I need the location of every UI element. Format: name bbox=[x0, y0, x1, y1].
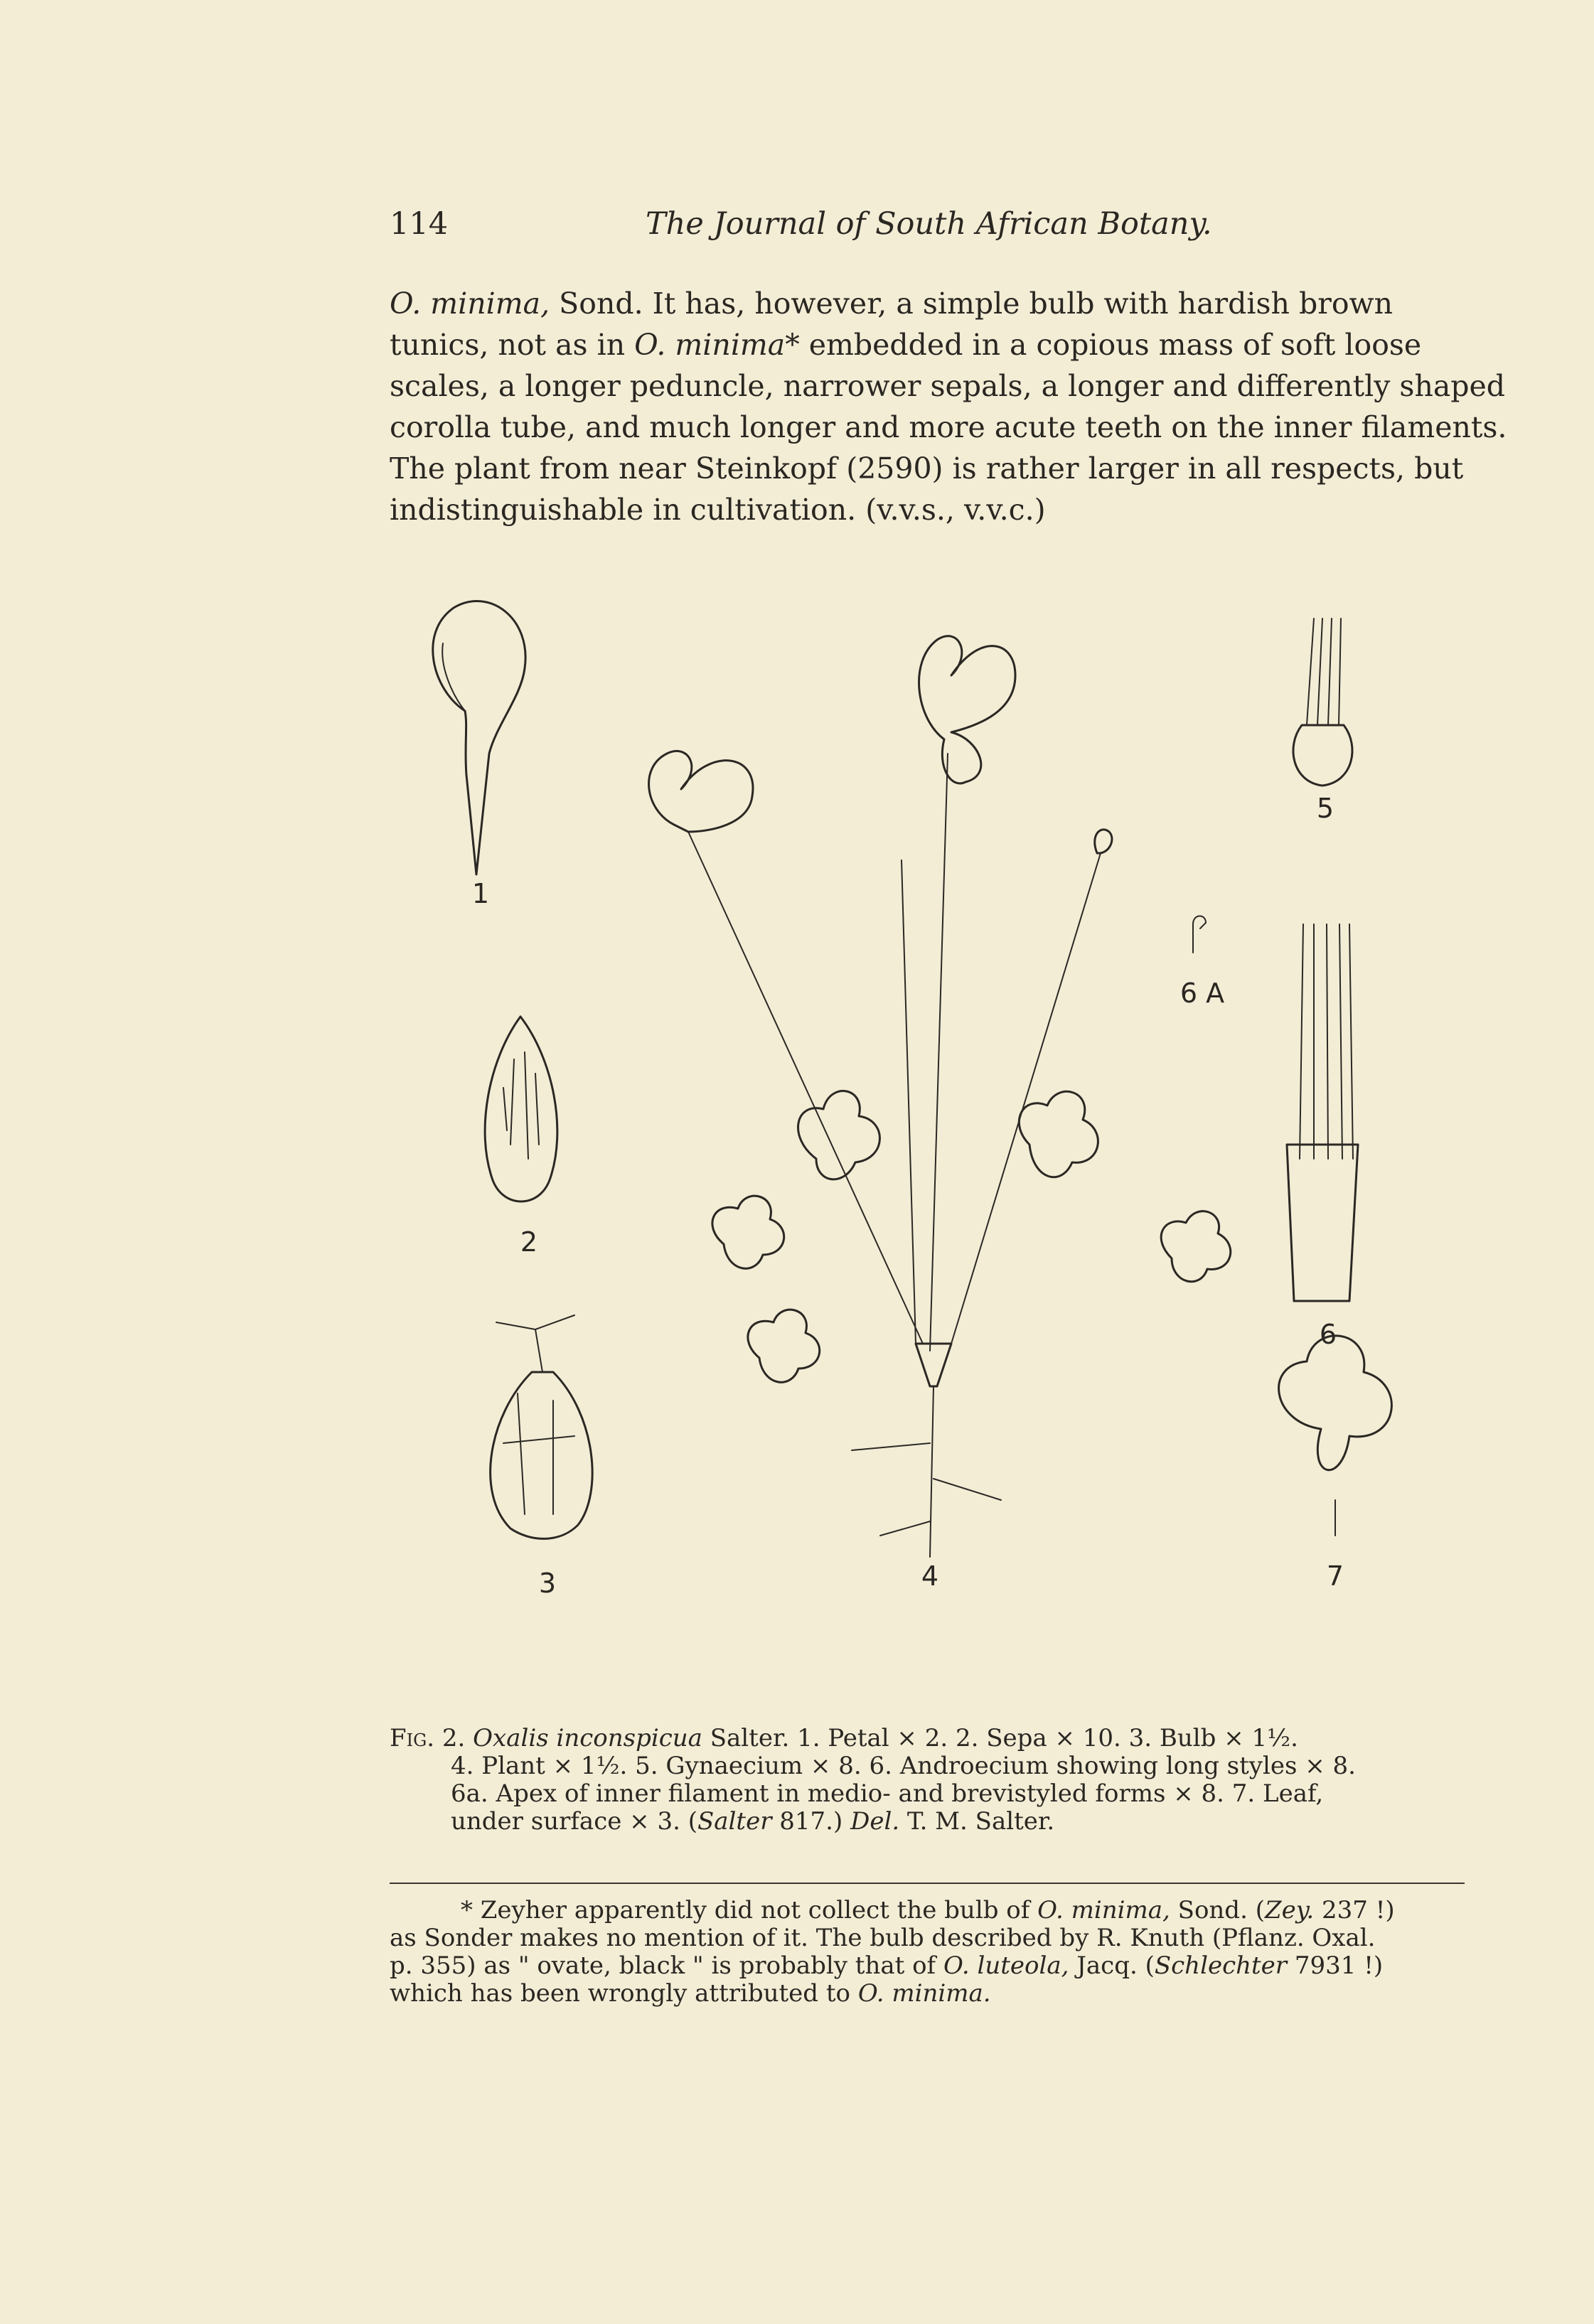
body-line: The plant from near Steinkopf (2590) is rather larger in all respects, but bbox=[390, 451, 1464, 486]
footnote-line bbox=[390, 1897, 1465, 1924]
footnote-line bbox=[390, 1952, 1465, 1980]
body-text-span: tunics, not as in bbox=[390, 328, 635, 362]
caption-line: 6a. Apex of inner filament in medio- and brevistyled forms × 8. 7. Leaf, bbox=[451, 1779, 1324, 1808]
footnote bbox=[390, 1897, 1465, 2008]
footnote-text: Jacq. ( bbox=[1069, 1951, 1155, 1980]
footnote-line: as Sonder makes no mention of it. The bulb described by R. Knuth (Pflanz. Oxal. bbox=[390, 1924, 1376, 1952]
footnote-text: p. 355) as " ovate, black " is probably that of bbox=[390, 1951, 943, 1980]
sepal-drawing bbox=[485, 1017, 557, 1201]
label-3: 3 bbox=[538, 1568, 557, 1599]
caption-del: Del. bbox=[850, 1807, 900, 1836]
label-7: 7 bbox=[1326, 1560, 1344, 1592]
plate-illustration bbox=[390, 590, 1465, 1713]
footnote-rule bbox=[390, 1883, 1465, 1884]
footnote-text: Sond. ( bbox=[1170, 1896, 1265, 1924]
caption-line: 4. Plant × 1½. 5. Gynaecium × 8. 6. Androecium showing long styles × 8. bbox=[451, 1752, 1356, 1780]
androecium-drawing bbox=[1287, 924, 1358, 1301]
footnote-line bbox=[390, 1980, 1465, 2008]
label-6: 6 bbox=[1319, 1319, 1337, 1350]
body-line: corolla tube, and much longer and more acute teeth on the inner filaments. bbox=[390, 410, 1507, 444]
footnote-species: O. minima. bbox=[857, 1979, 991, 2008]
caption-text: T. M. Salter. bbox=[899, 1807, 1055, 1836]
caption-line bbox=[390, 1808, 1465, 1836]
botanical-figure bbox=[390, 590, 1465, 1713]
body-line bbox=[390, 283, 1465, 324]
filament-apex-drawing bbox=[1193, 916, 1206, 953]
footnote-text: 7931 !) bbox=[1287, 1951, 1384, 1980]
plant-drawing bbox=[649, 636, 1231, 1557]
figure-caption bbox=[390, 1725, 1465, 1836]
running-header bbox=[390, 200, 1236, 250]
page-number: 114 bbox=[390, 206, 449, 242]
caption-collector: Salter bbox=[697, 1807, 772, 1836]
body-text-span: Sond. It has, however, a simple bulb with hardish brown bbox=[550, 287, 1393, 321]
body-text-span: embedded in a copious mass of soft loose bbox=[799, 328, 1422, 362]
caption-text: 817.) bbox=[771, 1807, 851, 1836]
petal-drawing bbox=[433, 601, 525, 874]
label-4: 4 bbox=[921, 1560, 939, 1592]
label-6a: 6 A bbox=[1180, 978, 1225, 1009]
species-name: O. minima, bbox=[390, 287, 550, 321]
caption-species: Oxalis inconspicua bbox=[473, 1724, 702, 1752]
label-5: 5 bbox=[1316, 793, 1334, 824]
footnote-species: O. luteola, bbox=[943, 1951, 1069, 1980]
caption-text: Salter. 1. Petal × 2. 2. Sepa × 10. 3. Bulb × 1½. bbox=[702, 1724, 1298, 1752]
footnote-text: 237 !) bbox=[1314, 1896, 1395, 1924]
body-line: scales, a longer peduncle, narrower sepals, a longer and differently shaped bbox=[390, 369, 1506, 403]
journal-title: The Journal of South African Botany. bbox=[646, 206, 1212, 242]
footnote-zey: Zey. bbox=[1264, 1896, 1315, 1924]
body-line: indistinguishable in cultivation. (v.v.s., v.v.c.) bbox=[390, 493, 1046, 527]
gynaecium-drawing bbox=[1293, 619, 1352, 786]
footnote-collector: Schlechter bbox=[1154, 1951, 1288, 1980]
caption-text: under surface × 3. ( bbox=[451, 1807, 697, 1836]
footnote-species: O. minima, bbox=[1037, 1896, 1170, 1924]
bulb-drawing bbox=[491, 1315, 592, 1538]
leaf-drawing bbox=[1279, 1336, 1392, 1536]
footnote-text: * Zeyher apparently did not collect the bulb of bbox=[461, 1896, 1038, 1924]
footnote-text: which has been wrongly attributed to bbox=[390, 1979, 858, 2008]
label-1: 1 bbox=[471, 878, 490, 909]
caption-line bbox=[390, 1725, 1465, 1752]
body-paragraph bbox=[390, 283, 1507, 530]
species-name: O. minima* bbox=[634, 328, 800, 362]
label-2: 2 bbox=[520, 1226, 538, 1258]
figure-number: Fig. 2. bbox=[390, 1724, 466, 1752]
body-line bbox=[390, 324, 1465, 365]
